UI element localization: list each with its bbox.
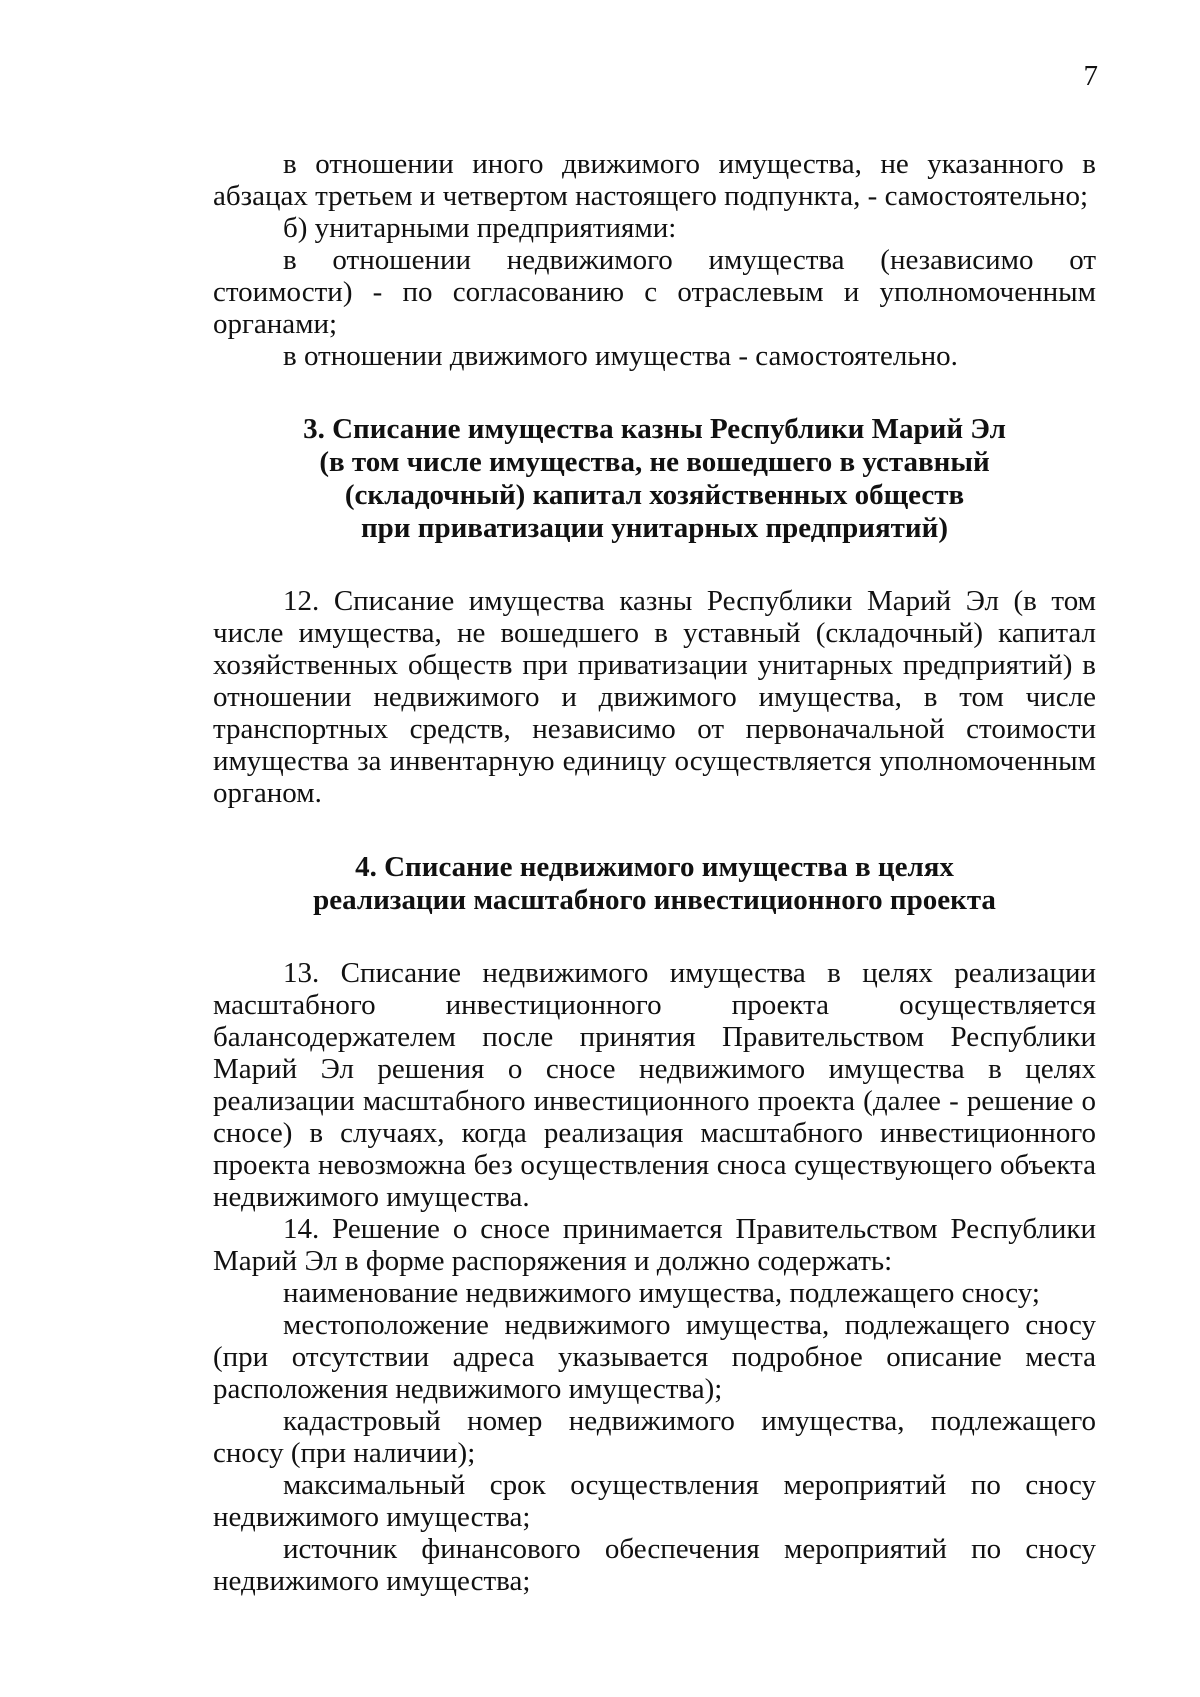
section-4-heading-line: реализации масштабного инвестиционного проекта (313, 884, 996, 916)
section-3-heading (213, 413, 1096, 545)
paragraph-movable-other: в отношении иного движимого имущества, не указанного в абзацах третьем и четвертом настоящего подпункта, - самостоятельно; (213, 148, 1096, 212)
section-3-heading-line: (в том числе имущества, не вошедшего в уставный (319, 446, 990, 478)
paragraph-unitary-enterprises: б) унитарными предприятиями: (283, 212, 677, 244)
list-item-deadline: максимальный срок осуществления мероприятий по сносу недвижимого имущества; (213, 1469, 1096, 1533)
page-number: 7 (1083, 60, 1098, 92)
paragraph-14: 14. Решение о сносе принимается Правительством Республики Марий Эл в форме распоряжения и должно содержать: (213, 1213, 1096, 1277)
paragraph-immovable-property: в отношении недвижимого имущества (независимо от стоимости) - по согласованию с отраслевым и уполномоченным органами; (213, 244, 1096, 340)
list-item-name: наименование недвижимого имущества, подлежащего сносу; (283, 1277, 1040, 1309)
section-3-heading-line: при приватизации унитарных предприятий) (360, 512, 949, 544)
paragraph-movable-property: в отношении движимого имущества - самостоятельно. (283, 340, 958, 372)
section-3-heading-line: (складочный) капитал хозяйственных обществ (344, 479, 965, 511)
document-body (213, 148, 1096, 1597)
paragraph-13: 13. Списание недвижимого имущества в целях реализации масштабного инвестиционного проекта осуществляется балансодержателем после принятия Правительством Республики Марий Эл решения о сносе недвижимого имущества в целях реализации масштабного инвестиционного проекта (далее - решение о сносе) в случаях, когда реализация масштабного инвестиционного проекта невозможна без осуществления сноса существующего объекта недвижимого имущества. (213, 957, 1096, 1213)
section-4-heading (213, 851, 1096, 917)
paragraph-12: 12. Списание имущества казны Республики Марий Эл (в том числе имущества, не вошедшего в уставный (складочный) капитал хозяйственных обществ при приватизации унитарных предприятий) в отношении недвижимого и движимого имущества, в том числе транспортных средств, независимо от первоначальной стоимости имущества за инвентарную единицу осуществляется уполномоченным органом. (213, 585, 1096, 809)
list-item-funding-source: источник финансового обеспечения мероприятий по сносу недвижимого имущества; (213, 1533, 1096, 1597)
section-3-heading-line: 3. Списание имущества казны Республики Марий Эл (303, 413, 1006, 445)
section-4-heading-line: 4. Списание недвижимого имущества в целях (355, 851, 954, 883)
list-item-cadastral-number: кадастровый номер недвижимого имущества, подлежащего сносу (при наличии); (213, 1405, 1096, 1469)
list-item-location: местоположение недвижимого имущества, подлежащего сносу (при отсутствии адреса указывается подробное описание места расположения недвижимого имущества); (213, 1309, 1096, 1405)
